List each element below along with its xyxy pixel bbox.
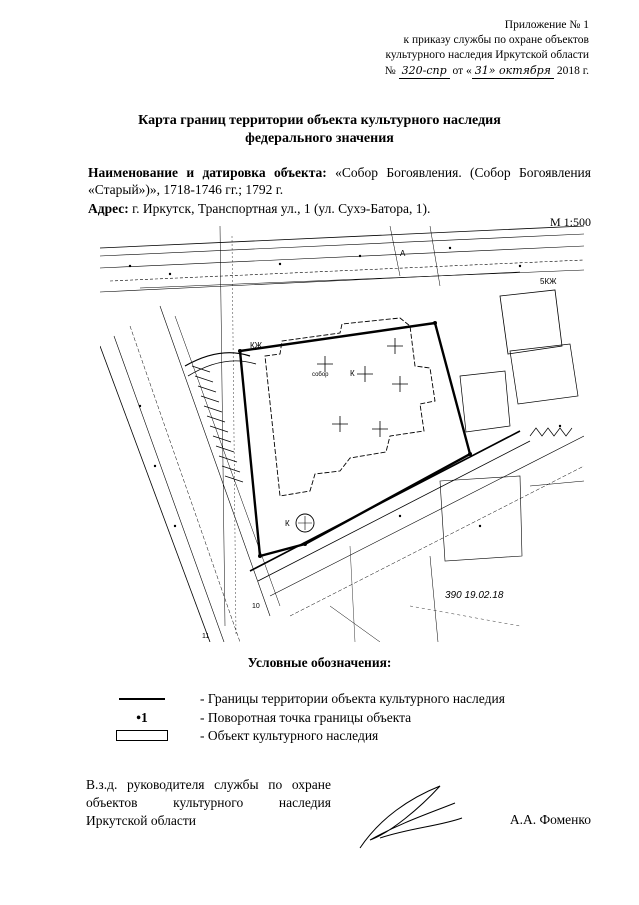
signatory-name: А.А. Фоменко	[509, 812, 591, 827]
appendix-line-2: к приказу службы по охране объектов	[403, 34, 589, 46]
survey-map	[100, 226, 584, 642]
map-scale: М 1:500	[549, 215, 591, 229]
map-point-10: 10	[252, 603, 260, 610]
map-label-k-2: К	[285, 519, 290, 528]
map-label-5kzh: 5КЖ	[540, 277, 557, 286]
turning-point-symbol: •1	[136, 709, 148, 725]
map-stamp: 390 19.02.18	[445, 590, 504, 601]
map-point-11: 11	[202, 633, 210, 640]
legend-text-point: - Поворотная точка границы объекта	[200, 709, 412, 725]
appendix-line-3: культурного наследия Иркутской области	[385, 49, 589, 61]
map-label-a: А	[400, 249, 406, 258]
order-no-prefix: №	[384, 65, 396, 77]
signatory-position: В.з.д. руководителя службы по охране объектов культурного наследия Иркутской области	[86, 777, 331, 828]
object-name-label: Наименование и датировка объекта:	[88, 165, 327, 180]
address-value: г. Иркутск, Транспортная ул., 1 (ул. Сухэ-Батора, 1).	[132, 201, 431, 216]
object-name	[88, 164, 591, 198]
object-name-value: «Собор Богоявления. (Собор Богоявления «Старый»)», 1718-1746 гг.; 1792 г.	[88, 165, 591, 197]
legend-item-object	[92, 727, 378, 744]
document-title	[0, 112, 639, 148]
map-label-sobor: собор	[312, 372, 329, 378]
boundary-line-symbol	[92, 698, 192, 700]
object-address	[88, 200, 591, 217]
appendix-block	[385, 18, 589, 79]
order-year: 2018 г.	[556, 65, 589, 77]
legend-item-boundary	[92, 690, 505, 707]
map-label-k: К	[350, 369, 355, 378]
legend-title: Условные обозначения:	[247, 655, 392, 670]
handwritten-signature	[350, 778, 470, 853]
appendix-line-1: Приложение № 1	[504, 19, 589, 31]
map-label-kzh: КЖ	[250, 341, 263, 350]
legend-text-boundary: - Границы территории объекта культурного наследия	[200, 690, 505, 706]
order-from-text: от «	[452, 65, 472, 77]
appendix-order-line	[385, 63, 589, 79]
legend-item-point	[92, 709, 411, 726]
legend-text-object: - Объект культурного наследия	[200, 727, 379, 743]
order-number: 320-спр	[399, 63, 450, 79]
title-line-1: Карта границ территории объекта культурного наследия	[138, 113, 501, 128]
title-line-2: федерального значения	[245, 131, 394, 146]
address-label: Адрес:	[88, 201, 129, 216]
order-date: 31» октября	[472, 63, 554, 79]
object-rect-symbol	[92, 730, 192, 741]
